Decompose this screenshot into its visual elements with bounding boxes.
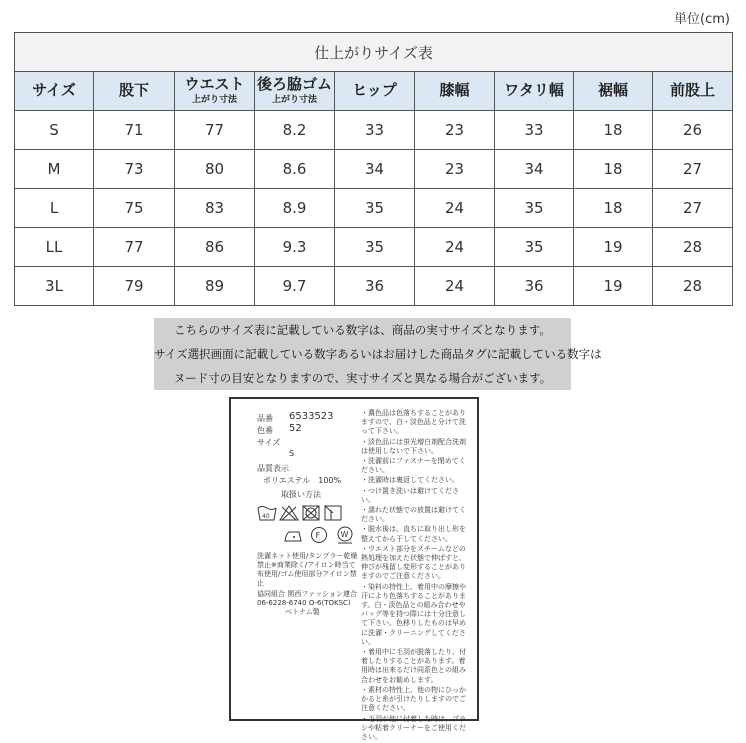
table-cell: 24 <box>415 228 495 267</box>
note-line: こちらのサイズ表に記載している数字は、商品の実寸サイズとなります。 <box>174 323 551 337</box>
table-cell: 27 <box>653 150 733 189</box>
country-of-origin: ベトナム製 <box>285 608 320 616</box>
table-cell: L <box>15 189 94 228</box>
table-cell: 28 <box>653 267 733 306</box>
tag-note: ・濡れた状態での放置は避けてください。 <box>361 506 466 524</box>
table-cell: M <box>15 150 94 189</box>
hinban-label: 品番 <box>257 414 273 423</box>
table-row <box>15 267 733 306</box>
tag-note: ・素材の特性上、他の物にひっかかると糸が引けたりしますのでご注意ください。 <box>361 685 466 713</box>
table-row <box>15 228 733 267</box>
size-label: サイズ <box>257 438 281 447</box>
care-icons-row-2 <box>257 526 367 546</box>
size-note <box>154 318 602 390</box>
table-cell: 77 <box>94 228 175 267</box>
material-label: 品質表示 <box>257 464 289 473</box>
table-row <box>15 189 733 228</box>
color-label: 色番 <box>257 426 273 435</box>
header-cell: 股下 <box>94 72 175 111</box>
no-bleach-icon <box>279 504 299 522</box>
tag-note: ・洗濯前にファスナーを閉めてください。 <box>361 457 466 475</box>
header-cell: 後ろ脇ゴム 上がり寸法 <box>255 72 335 111</box>
line-dry-icon <box>323 504 343 522</box>
care-text: 洗濯ネット使用/タンブラー乾燥禁止※商業除く/アイロン時当て布使用/ゴム使用部分アイロン禁止 <box>257 552 358 587</box>
color-value: 52 <box>289 423 302 434</box>
header-cell: ワタリ幅 <box>495 72 574 111</box>
note-line: サイズ選択画面に記載している数字あるいはお届けした商品タグに記載している数字は <box>154 347 602 361</box>
wash-40-icon <box>257 504 277 522</box>
header-cell: ウエスト 上がり寸法 <box>175 72 255 111</box>
table-cell: 86 <box>175 228 255 267</box>
wet-clean-w-icon <box>335 526 355 544</box>
table-cell: 80 <box>175 150 255 189</box>
table-cell: 9.3 <box>255 228 335 267</box>
table-cell: 26 <box>653 111 733 150</box>
table-cell: 33 <box>495 111 574 150</box>
header-cell: 裾幅 <box>574 72 653 111</box>
size-value: S <box>289 449 295 458</box>
tag-note: ・濃色品は色落ちすることがありますので、白・淡色品と分けて洗って下さい。 <box>361 409 466 436</box>
tag-note: ・つけ置き洗いは避けてください。 <box>361 486 459 504</box>
table-cell: 89 <box>175 267 255 306</box>
product-tag-image <box>229 397 479 741</box>
svg-text:F: F <box>315 531 321 540</box>
table-cell: 77 <box>175 111 255 150</box>
note-line: ヌード寸の目安となりますので、実寸サイズと異なる場合がございます。 <box>173 371 552 385</box>
table-cell: 23 <box>415 111 495 150</box>
tag-note: ・毛羽が他に付着した時は、ブラシや粘着クリーナーをご使用ください。 <box>361 714 466 741</box>
table-cell: 19 <box>574 267 653 306</box>
tag-notes-column <box>361 409 471 743</box>
table-cell: 33 <box>335 111 415 150</box>
table-cell: 35 <box>495 189 574 228</box>
unit-label: 単位(cm) <box>674 12 730 27</box>
table-cell: 18 <box>574 150 653 189</box>
table-title: 仕上がりサイズ表 <box>15 33 733 72</box>
svg-text:W: W <box>340 530 349 539</box>
table-cell: 18 <box>574 189 653 228</box>
size-table <box>14 32 733 306</box>
care-icons-row <box>257 504 367 524</box>
maker-phone: 06-6228-6740 O-6(TOKSC) <box>257 599 351 607</box>
table-cell: 24 <box>415 189 495 228</box>
tag-note: ・染料の特性上、着用中の摩擦や汗により色落ちすることがあります。白・淡色品との組み合わせやバッグ等を持つ際には十分注意して下さい。色移りしたものは早めに洗濯・クリーニングしてください。 <box>361 582 466 646</box>
header-row <box>15 72 733 111</box>
table-cell: 71 <box>94 111 175 150</box>
table-row <box>15 111 733 150</box>
table-cell: 83 <box>175 189 255 228</box>
no-tumble-dry-icon <box>301 504 321 522</box>
tag-note: ・淡色品には蛍光増白剤配合洗剤は使用しないで下さい。 <box>361 437 466 455</box>
table-cell: 8.9 <box>255 189 335 228</box>
tag-note: ・着用中に毛羽が脱落したり、付着したりすることがあります。着用時は出来るだけ同系色との組み合わせをお勧めします。 <box>361 648 466 684</box>
table-row <box>15 150 733 189</box>
table-cell: 35 <box>495 228 574 267</box>
dry-clean-f-icon <box>309 526 329 544</box>
tag-left-column <box>257 413 367 617</box>
table-cell: 35 <box>335 189 415 228</box>
table-cell: 9.7 <box>255 267 335 306</box>
table-cell: 73 <box>94 150 175 189</box>
tag-note: ・脱水後は、直ちに取り出し形を整えてから干してください。 <box>361 525 466 543</box>
iron-low-icon <box>283 526 303 544</box>
maker-name: 協同組合 関西ファッション連合 <box>257 590 357 598</box>
table-cell: 34 <box>335 150 415 189</box>
table-cell: 24 <box>415 267 495 306</box>
svg-text:40: 40 <box>262 513 270 520</box>
table-cell: 75 <box>94 189 175 228</box>
table-cell: 34 <box>495 150 574 189</box>
tag-note: ・洗濯時は裏返してください。 <box>361 476 459 485</box>
table-cell: 27 <box>653 189 733 228</box>
table-cell: 36 <box>495 267 574 306</box>
table-cell: 35 <box>335 228 415 267</box>
header-cell: 前股上 <box>653 72 733 111</box>
table-cell: LL <box>15 228 94 267</box>
table-cell: 18 <box>574 111 653 150</box>
care-label: 取扱い方法 <box>281 490 321 499</box>
header-cell: サイズ <box>15 72 94 111</box>
table-cell: 79 <box>94 267 175 306</box>
table-cell: 23 <box>415 150 495 189</box>
hinban-value: 6533523 <box>289 411 334 422</box>
table-cell: 8.6 <box>255 150 335 189</box>
header-cell: 膝幅 <box>415 72 495 111</box>
header-cell: ヒップ <box>335 72 415 111</box>
table-cell: 3L <box>15 267 94 306</box>
table-cell: 8.2 <box>255 111 335 150</box>
table-cell: 19 <box>574 228 653 267</box>
tag-note: ・ウエスト部分をスチームなどの熱処理を加えた状態で伸ばすと、伸びが残留し変形することがありますのでご注意ください。 <box>361 544 466 581</box>
table-cell: S <box>15 111 94 150</box>
material-value: ポリエステル 100% <box>263 476 342 485</box>
table-cell: 28 <box>653 228 733 267</box>
table-cell: 36 <box>335 267 415 306</box>
